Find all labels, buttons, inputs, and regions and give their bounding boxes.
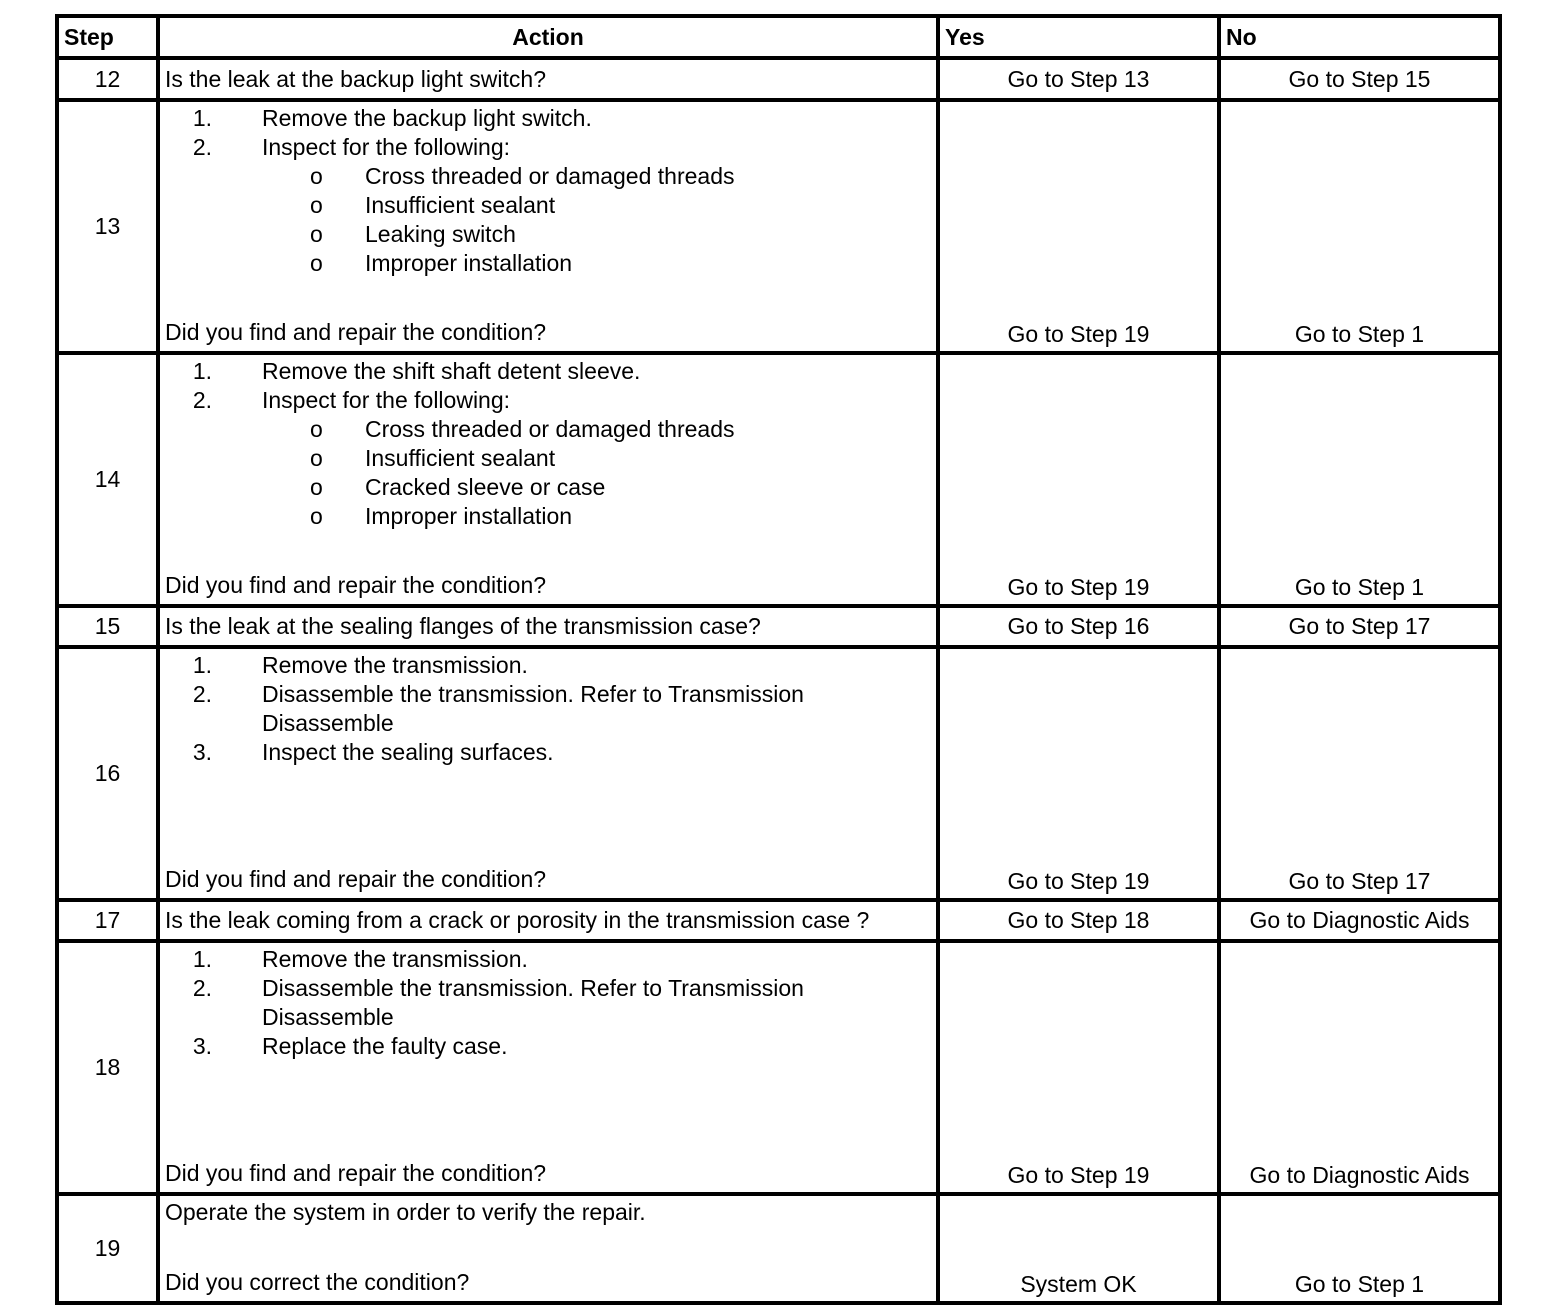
- action-cell: [158, 941, 938, 1194]
- item-number: 2.: [192, 387, 212, 413]
- action-item: Inspect for the following:: [262, 387, 511, 413]
- yes-result: Go to Step 13: [938, 58, 1219, 100]
- intro-text: Operate the system in order to verify the repair.: [165, 1199, 646, 1225]
- table-row: [57, 353, 1500, 606]
- no-result: Go to Step 1: [1219, 1194, 1500, 1303]
- action-item: Remove the shift shaft detent sleeve.: [262, 358, 641, 384]
- header-action: Action: [158, 16, 938, 58]
- action-cell: [158, 1194, 938, 1303]
- item-number: 1.: [192, 358, 212, 384]
- action-cell: [158, 647, 938, 900]
- item-number: 1.: [192, 946, 212, 972]
- sub-item: Insufficient sealant: [365, 192, 556, 218]
- item-number: 2.: [192, 975, 212, 1001]
- bullet: o: [310, 474, 323, 500]
- bullet: o: [310, 163, 323, 189]
- bullet: o: [310, 503, 323, 529]
- table-row: [57, 58, 1500, 100]
- table-row: [57, 606, 1500, 647]
- action-item: Remove the transmission.: [262, 946, 528, 972]
- no-result: Go to Step 17: [1219, 647, 1500, 900]
- diagnostic-table: [55, 14, 1502, 1305]
- no-result: Go to Step 1: [1219, 353, 1500, 606]
- table-row: [57, 900, 1500, 941]
- sub-item: Leaking switch: [365, 221, 516, 247]
- yes-result: Go to Step 19: [938, 941, 1219, 1194]
- step-number: 13: [57, 100, 158, 353]
- action-item: Inspect the sealing surfaces.: [262, 739, 554, 765]
- step-number: 15: [57, 606, 158, 647]
- step-number: 12: [57, 58, 158, 100]
- action-item: Replace the faulty case.: [262, 1033, 508, 1059]
- action-item: Remove the backup light switch.: [262, 105, 592, 131]
- yes-result: Go to Step 19: [938, 100, 1219, 353]
- question-text: Did you find and repair the condition?: [165, 866, 547, 892]
- action-text: Is the leak at the backup light switch?: [158, 58, 938, 100]
- yes-result: Go to Step 18: [938, 900, 1219, 941]
- bullet: o: [310, 192, 323, 218]
- action-item: Inspect for the following:: [262, 134, 511, 160]
- yes-result: System OK: [938, 1194, 1219, 1303]
- no-result: Go to Step 1: [1219, 100, 1500, 353]
- item-number: 2.: [192, 134, 212, 160]
- action-text: Is the leak at the sealing flanges of the transmission case?: [158, 606, 938, 647]
- header-yes: Yes: [938, 16, 1219, 58]
- bullet: o: [310, 250, 323, 276]
- no-result: Go to Diagnostic Aids: [1219, 900, 1500, 941]
- item-number: 1.: [192, 105, 212, 131]
- sub-item: Improper installation: [365, 503, 573, 529]
- step-number: 16: [57, 647, 158, 900]
- action-item: Remove the transmission.: [262, 652, 528, 678]
- table-row: [57, 941, 1500, 1194]
- action-item-continued: Disassemble: [262, 710, 394, 736]
- action-cell: [158, 100, 938, 353]
- item-number: 2.: [192, 681, 212, 707]
- sub-item: Cross threaded or damaged threads: [365, 163, 735, 189]
- table-row: [57, 1194, 1500, 1303]
- action-item-continued: Disassemble: [262, 1004, 394, 1030]
- bullet: o: [310, 416, 323, 442]
- sub-item: Improper installation: [365, 250, 573, 276]
- question-text: Did you find and repair the condition?: [165, 572, 547, 598]
- bullet: o: [310, 445, 323, 471]
- sub-item: Cross threaded or damaged threads: [365, 416, 735, 442]
- no-result: Go to Diagnostic Aids: [1219, 941, 1500, 1194]
- no-result: Go to Step 15: [1219, 58, 1500, 100]
- sub-item: Cracked sleeve or case: [365, 474, 606, 500]
- header-row: [57, 16, 1500, 58]
- header-no: No: [1219, 16, 1500, 58]
- question-text: Did you find and repair the condition?: [165, 1160, 547, 1186]
- question-text: Did you find and repair the condition?: [165, 319, 547, 345]
- step-number: 17: [57, 900, 158, 941]
- yes-result: Go to Step 16: [938, 606, 1219, 647]
- bullet: o: [310, 221, 323, 247]
- action-item: Disassemble the transmission. Refer to Transmission: [262, 975, 804, 1001]
- question-text: Did you correct the condition?: [165, 1269, 470, 1295]
- step-number: 19: [57, 1194, 158, 1303]
- table-row: [57, 647, 1500, 900]
- item-number: 3.: [192, 1033, 212, 1059]
- header-step: Step: [57, 16, 158, 58]
- item-number: 1.: [192, 652, 212, 678]
- yes-result: Go to Step 19: [938, 647, 1219, 900]
- sub-item: Insufficient sealant: [365, 445, 556, 471]
- step-number: 14: [57, 353, 158, 606]
- step-number: 18: [57, 941, 158, 1194]
- action-cell: [158, 353, 938, 606]
- table-row: [57, 100, 1500, 353]
- action-item: Disassemble the transmission. Refer to Transmission: [262, 681, 804, 707]
- yes-result: Go to Step 19: [938, 353, 1219, 606]
- action-text: Is the leak coming from a crack or porosity in the transmission case ?: [158, 900, 938, 941]
- no-result: Go to Step 17: [1219, 606, 1500, 647]
- item-number: 3.: [192, 739, 212, 765]
